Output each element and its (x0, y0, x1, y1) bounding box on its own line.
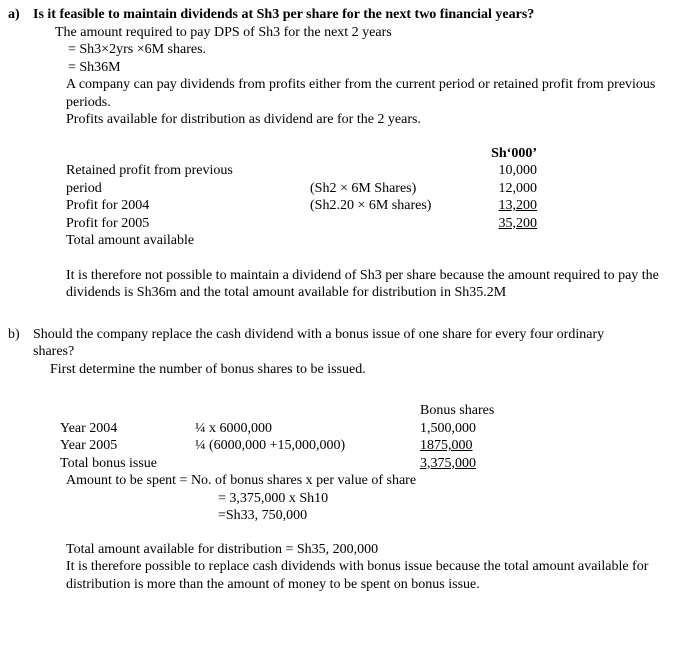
table-row-label: Year 2004 (60, 420, 118, 436)
table-row-label: period (66, 180, 102, 196)
table-row-formula: ¼ x 6000,000 (195, 420, 272, 436)
section-a-title: Is it feasible to maintain dividends at Sh3 per share for the next two financial years? (33, 7, 535, 22)
section-b-title: Should the company replace the cash dividend with a bonus issue of one share for every four ordinary shares? (33, 326, 605, 359)
paragraph-company-profits: A company can pay dividends from profits either from the current period or retained profit from previous periods. (66, 77, 656, 110)
amount-value-underlined: 3,375,000 (420, 455, 476, 471)
section-b-heading-row (8, 326, 688, 361)
amount-value: 10,000 (498, 163, 537, 178)
section-b-conclusion: It is therefore possible to replace cash dividends with bonus issue because the total amount available for distribution is more than the amount of money to be spent on bonus issue. (66, 559, 649, 592)
column-header-bonus-shares: Bonus shares (420, 403, 495, 418)
amount-value-underlined: 35,200 (498, 215, 537, 231)
table-row-amount (420, 437, 688, 455)
bonus-shares-table (60, 402, 688, 472)
table-row-label: Year 2005 (60, 438, 118, 453)
total-available-line: Total amount available for distribution = Sh35, 200,000 (66, 541, 379, 557)
amount-value: 12,000 (498, 180, 537, 196)
table-row-formula: (Sh2 × 6M Shares) (310, 180, 417, 196)
section-b-final-block (66, 541, 666, 594)
calc-line-result: =Sh33, 750,000 (218, 508, 308, 523)
table-row-label: Retained profit from previous (66, 163, 233, 178)
table-row-label: Total bonus issue (60, 455, 158, 471)
table-row-label: Total amount available (66, 233, 195, 248)
table-row-label: Profit for 2004 (66, 198, 150, 213)
table-row-formula: (Sh2.20 × 6M shares) (310, 198, 432, 213)
section-a-marker: a) (8, 7, 20, 22)
column-header-sh000: Sh‘000’ (491, 145, 537, 161)
section-a-heading-row (8, 6, 688, 24)
table-row-amount (455, 197, 537, 215)
amount-value-underlined: 13,200 (498, 198, 537, 213)
table-cell-empty (455, 232, 537, 250)
table-row-formula (310, 215, 455, 233)
table-row-label: Profit for 2005 (66, 215, 150, 231)
table-cell-empty (60, 402, 195, 420)
table-cell-empty (66, 145, 310, 163)
calc-line-amount-to-spend: Amount to be spent = No. of bonus shares x per value of share (66, 473, 417, 488)
section-b-marker: b) (8, 326, 20, 342)
section-a-body (55, 24, 688, 129)
table-row-amount (455, 180, 537, 198)
table-row-amount (455, 162, 537, 180)
calc-line-dps: = Sh3×2yrs ×6M shares. (68, 42, 207, 57)
table-row-amount (455, 215, 537, 233)
table-row-formula (310, 162, 455, 180)
calc-line-total: = Sh36M (68, 59, 121, 75)
table-row-amount (420, 420, 688, 438)
text-line-first-determine: First determine the number of bonus shares to be issued. (50, 361, 366, 377)
table-cell-empty (195, 402, 420, 420)
text-line-amount-required: The amount required to pay DPS of Sh3 for the next 2 years (55, 24, 392, 40)
profits-table (66, 145, 688, 250)
table-row-formula: ¼ (6000,000 +15,000,000) (195, 438, 346, 453)
amount-value-underlined: 1875,000 (420, 438, 473, 453)
section-a-conclusion: It is therefore not possible to maintain a dividend of Sh3 per share because the amount required to pay the dividends is Sh36m and the total amount available for distribution in Sh35.2M (66, 267, 659, 300)
amount-value: 1,500,000 (420, 420, 476, 436)
table-row-amount (420, 455, 688, 473)
table-cell-empty (195, 455, 420, 473)
calc-line-multiplication: = 3,375,000 x Sh10 (218, 490, 329, 506)
paragraph-profits-available: Profits available for distribution as dividend are for the 2 years. (66, 112, 421, 127)
table-cell-empty (310, 145, 455, 163)
table-cell-empty (310, 232, 455, 250)
